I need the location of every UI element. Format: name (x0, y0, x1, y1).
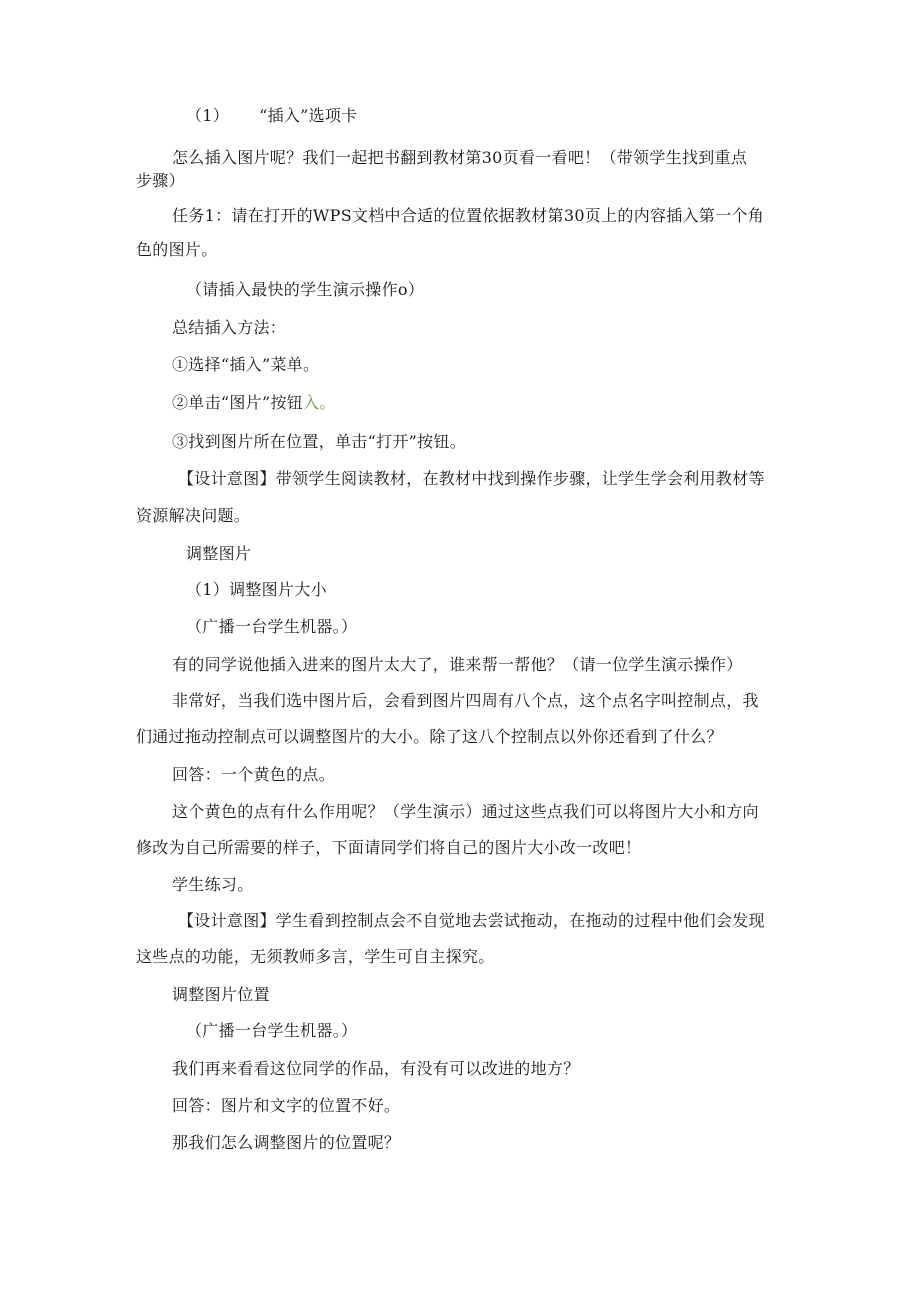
paragraph-line: 我们再来看看这位同学的作品，有没有可以改进的地方？ (172, 1059, 580, 1078)
task-line: 任务1：请在打开的WPS文档中合适的位置依据教材第30页上的内容插入第一个角 (172, 206, 765, 225)
subsection-heading: 调整图片位置 (172, 985, 270, 1004)
step-item (172, 393, 336, 413)
section-heading-adjust-image: 调整图片 (186, 544, 252, 563)
step-text-highlight: 入。 (303, 393, 336, 412)
summary-heading: 总结插入方法： (172, 318, 287, 337)
subsection-heading: （1）调整图片大小 (186, 580, 327, 599)
paragraph-line: 非常好，当我们选中图片后，会看到图片四周有八个点，这个点名字叫控制点，我 (172, 691, 759, 710)
section-number: （1） (186, 106, 230, 125)
note-line: （广播一台学生机器。） (186, 617, 358, 636)
design-intent-line: 【设计意图】学生看到控制点会不自觉地去尝试拖动，在拖动的过程中他们会发现 (178, 911, 765, 930)
answer-line: 回答：图片和文字的位置不好。 (172, 1096, 401, 1115)
note-line: （广播一台学生机器。） (186, 1021, 358, 1040)
answer-line: 回答：一个黄色的点。 (172, 765, 336, 784)
paragraph-line: 学生练习。 (172, 875, 254, 894)
paragraph-line: 们通过拖动控制点可以调整图片的大小。除了这八个控制点以外你还看到了什么？ (136, 727, 723, 746)
paragraph-line: 怎么插入图片呢？我们一起把书翻到教材第30页看一看吧！（带领学生找到重点 (172, 148, 748, 167)
design-intent-line: 这些点的功能，无须教师多言，学生可自主探究。 (136, 947, 495, 966)
paragraph-line: 有的同学说他插入进来的图片太大了，谁来帮一帮他？（请一位学生演示操作） (172, 655, 743, 674)
design-intent-line: 【设计意图】带领学生阅读教材，在教材中找到操作步骤，让学生学会利用教材等 (178, 469, 765, 488)
step-item: ③找到图片所在位置，单击“打开”按钮。 (172, 432, 467, 451)
paragraph-line: 修改为自己所需要的样子，下面请同学们将自己的图片大小改一改吧！ (136, 838, 642, 857)
paragraph-line: 这个黄色的点有什么作用呢？（学生演示）通过这些点我们可以将图片大小和方向 (172, 802, 759, 821)
step-text: ②单击“图片”按钮 (172, 393, 304, 412)
step-item: ①选择“插入”菜单。 (172, 355, 320, 374)
task-line: 色的图片。 (136, 240, 218, 259)
design-intent-line: 资源解决问题。 (136, 506, 251, 525)
note-line: （请插入最快的学生演示操作o） (186, 280, 425, 299)
section-title: “插入”选项卡 (259, 106, 358, 125)
paragraph-line: 步骤） (136, 171, 185, 190)
section-heading-insert-tab (186, 106, 358, 126)
paragraph-line: 那我们怎么调整图片的位置呢？ (172, 1133, 401, 1152)
